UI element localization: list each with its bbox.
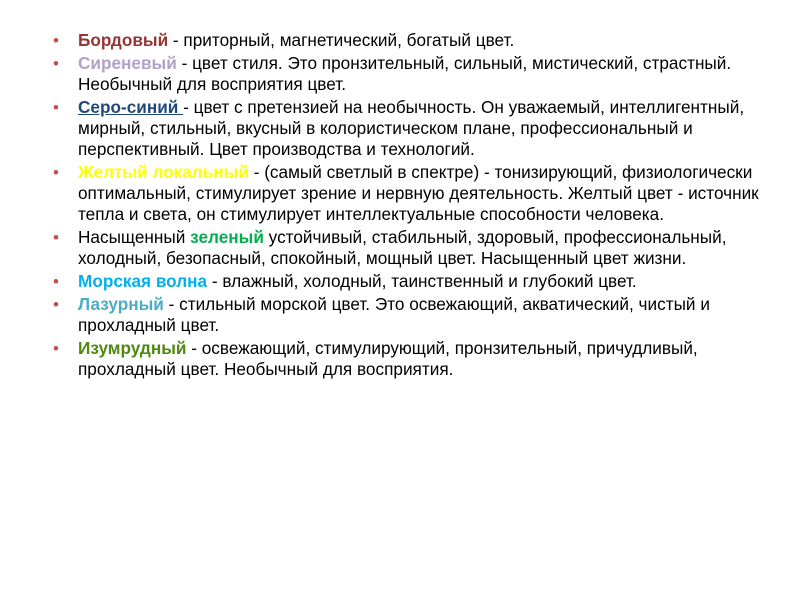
list-item-yellow	[52, 162, 772, 225]
list-item-gray-blue	[52, 97, 772, 160]
color-keyword-green: зеленый	[190, 227, 264, 247]
bullet-icon: •	[53, 339, 59, 358]
item-description: - освежающий, стимулирующий, пронзительный, причудливый, прохладный цвет. Необычный для восприятия.	[78, 338, 698, 379]
color-keyword-azure: Лазурный	[78, 294, 164, 314]
bullet-icon: •	[53, 272, 59, 291]
color-keyword-bordeaux: Бордовый	[78, 30, 169, 50]
color-description-list	[52, 30, 772, 382]
color-keyword-gray-blue: Серо-синий	[78, 97, 184, 117]
list-item-sea-wave	[52, 271, 772, 292]
color-keyword-yellow: Желтый локальный	[78, 162, 249, 182]
bullet-icon: •	[53, 228, 59, 247]
item-description: - стильный морской цвет. Это освежающий, акватический, чистый и прохладный цвет.	[78, 294, 710, 335]
list-item-green	[52, 227, 772, 269]
item-description: устойчивый, стабильный, здоровый, профессиональный, холодный, безопасный, спокойный, мощный цвет. Насыщенный цвет жизни.	[78, 227, 727, 268]
color-keyword-sea-wave: Морская волна	[78, 271, 208, 291]
bullet-icon: •	[53, 98, 59, 117]
item-description: - влажный, холодный, таинственный и глубокий цвет.	[207, 271, 637, 291]
item-description: - приторный, магнетический, богатый цвет.	[168, 30, 515, 50]
color-keyword-emerald: Изумрудный	[78, 338, 187, 358]
bullet-icon: •	[53, 163, 59, 182]
color-keyword-lilac: Сиреневый	[78, 53, 177, 73]
list-item-bordeaux	[52, 30, 772, 51]
bullet-icon: •	[53, 31, 59, 50]
bullet-icon: •	[53, 54, 59, 73]
item-prefix: Насыщенный	[78, 227, 191, 247]
list-item-emerald	[52, 338, 772, 380]
item-description: - цвет с претензией на необычность. Он уважаемый, интеллигентный, мирный, стильный, вкусный в колористическом плане, профессиональный и перспективный. Цвет производства и технологий.	[78, 97, 745, 159]
list-item-azure	[52, 294, 772, 336]
list-item-lilac	[52, 53, 772, 95]
item-description: - цвет стиля. Это пронзительный, сильный, мистический, страстный. Необычный для восприятия цвет.	[78, 53, 732, 94]
bullet-icon: •	[53, 295, 59, 314]
item-description: - (самый светлый в спектре) - тонизирующий, физиологически оптимальный, стимулирует зрение и нервную деятельность. Желтый цвет - источник тепла и света, он стимулирует интеллектуальные способности человека.	[78, 162, 759, 224]
